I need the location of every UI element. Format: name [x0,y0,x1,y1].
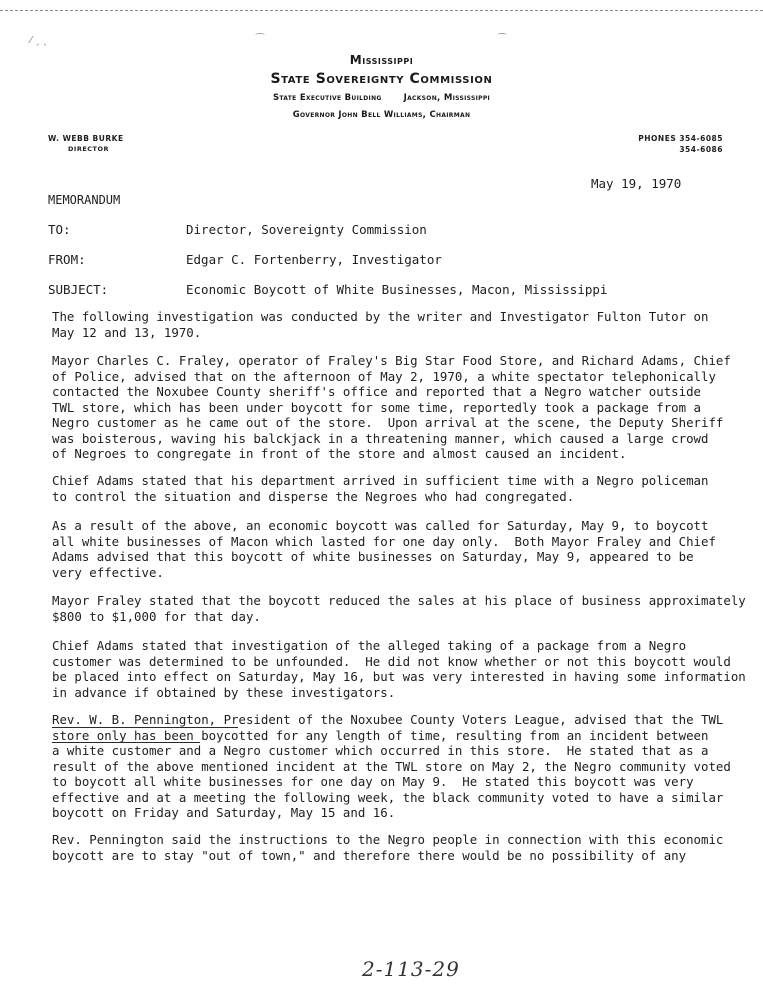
handwritten-underline [52,742,200,743]
letterhead-building: State Executive Building [272,93,382,103]
body-paragraph: Chief Adams stated that his department arrived in sufficient time with a Negro policeman to control the situation and disperse the Negroes who had congregated. [52,473,709,504]
handwritten-page-number: 2-113-29 [362,957,460,981]
from-label: FROM: [48,252,86,267]
body-paragraph: Rev. W. B. Pennington, President of the Noxubee County Voters League, advised that the TWL store only has been boycotted for any length of time, resulting from an incident between a white customer and a Negro customer which occurred in this store. He stated that as a result of the above mentioned incident at the TWL store on May 2, the Negro community voted to boycott all white businesses for one day on May 9. He stated this boycott was very effective and at a meeting the following week, the black community voted to have a similar boycott on Friday and Saturday, May 15 and 16. [52,712,731,820]
letterhead-address [0,93,763,103]
body-paragraph: As a result of the above, an economic boycott was called for Saturday, May 9, to boycott all white businesses of Macon which lasted for one day only. Both Mayor Fraley and Chief Adams advised that this boycott of white businesses on Saturday, May 9, appeared to be very effective. [52,518,716,580]
top-edge-rule [0,10,763,11]
margin-scratch-mark: ⌒ [497,34,507,45]
director-name: W. WEBB BURKE [48,134,124,143]
to-label: TO: [48,222,71,237]
subject-label: SUBJECT: [48,282,109,297]
body-paragraph: Rev. Pennington said the instructions to the Negro people in connection with this economic boycott are to stay "out of town," and therefore there would be no possibility of any [52,832,724,863]
phones-block [638,133,723,155]
phone-line-2: 354-6086 [679,145,723,154]
letterhead-commission: State Sovereignty Commission [270,71,493,87]
director-title: DIRECTOR [68,145,109,153]
margin-scratch-mark: ⁄ ˏ ˎ [30,35,49,46]
to-value: Director, Sovereignty Commission [186,222,427,237]
letterhead-city: Jackson, Mississippi [403,93,491,103]
letterhead-state: Mississippi [349,53,414,67]
director-block [48,133,124,155]
body-paragraph: Mayor Fraley stated that the boycott reduced the sales at his place of business approximately $800 to $1,000 for that day. [52,593,746,624]
subject-value: Economic Boycott of White Businesses, Macon, Mississippi [186,282,608,297]
handwritten-underline [52,727,238,728]
memo-heading: MEMORANDUM [48,193,121,207]
body-paragraph: The following investigation was conducted by the writer and Investigator Fulton Tutor on May 12 and 13, 1970. [52,309,709,340]
body-paragraph: Chief Adams stated that investigation of the alleged taking of a package from a Negro customer was determined to be unfounded. He did not know whether or not this boycott would be placed into effect on Saturday, May 16, but was very interested in having some information in advance if obtained by these investigators. [52,638,746,700]
from-value: Edgar C. Fortenberry, Investigator [186,252,442,267]
memo-date: May 19, 1970 [591,176,682,191]
phone-line-1: PHONES 354-6085 [638,134,723,143]
body-paragraph: Mayor Charles C. Fraley, operator of Fraley's Big Star Food Store, and Richard Adams, Chief of Police, advised that on the afternoon of May 2, 1970, a white spectator telephonically contacted the Noxubee County sheriff's office and reported that a Negro watcher outside TWL store, which has been under boycott for some time, reportedly took a package from a Negro customer as he came out of the store. Upon arrival at the scene, the Deputy Sheriff was boisterous, waving his balckjack in a threatening manner, which caused a large crowd of Negroes to congregate in front of the store and almost caused an incident. [52,353,731,461]
margin-scratch-mark: ⌒ [255,34,265,45]
letterhead-governor: Governor John Bell Williams, Chairman [292,110,471,120]
